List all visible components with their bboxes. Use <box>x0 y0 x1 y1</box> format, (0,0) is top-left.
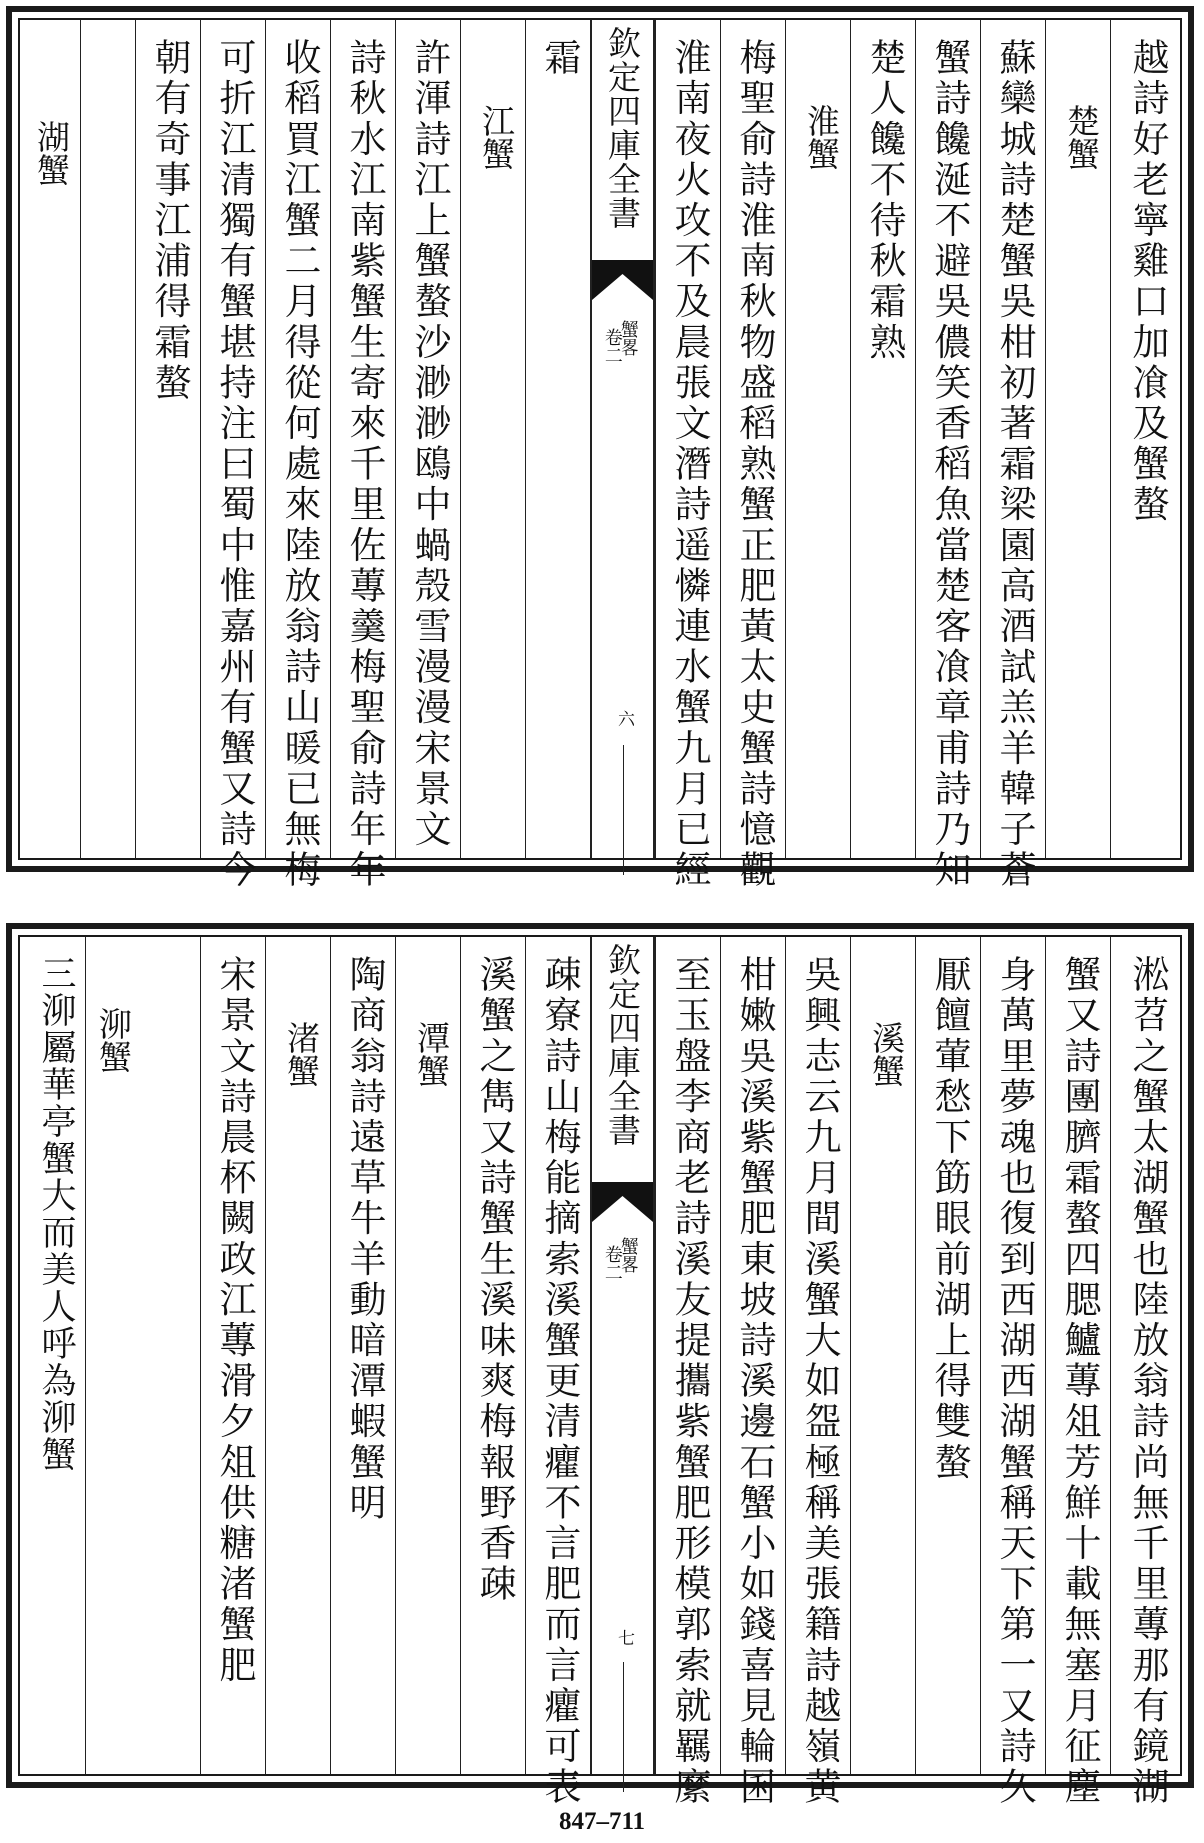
lower-page <box>6 923 1194 1808</box>
text-column <box>720 20 785 891</box>
column-text: 朝有奇事江浦得霜螯 <box>148 38 191 404</box>
gutter-page-number: 六 <box>614 710 634 727</box>
gutter-collection-title: 欽定四庫全書 <box>603 943 642 1147</box>
text-column <box>850 20 915 858</box>
text-column <box>85 937 200 1774</box>
text-column <box>525 20 590 858</box>
column-text: 淮南夜火攻不及晨張文潛詩遥憐連水蟹九月已經 <box>668 38 711 891</box>
column-text: 身萬里夢魂也復到西湖西湖蟹稱天下第一又詩久 <box>993 955 1036 1808</box>
column-text: 收稻買江蟹二月得從何處來陸放翁詩山暖已無梅 <box>278 38 321 891</box>
text-column <box>1110 20 1180 858</box>
column-text: 詩秋水江南紫蟹生寄來千里佐蓴羹梅聖俞詩年年 <box>343 38 386 891</box>
column-text: 蟹詩饞涎不避吳儂笑香稻魚當楚客飡章甫詩乃知 <box>928 38 971 891</box>
column-text: 厭饘葷愁下筯眼前湖上得雙螯 <box>928 955 971 1483</box>
lower-page-frame <box>18 935 1182 1808</box>
text-column <box>655 20 720 891</box>
text-column <box>1045 937 1110 1808</box>
upper-page <box>6 6 1194 891</box>
section-heading: 泖蟹 <box>94 1007 133 1073</box>
text-column <box>80 20 135 858</box>
fishtail-mark-icon <box>592 1182 653 1228</box>
gutter-page-number: 七 <box>614 1629 634 1646</box>
section-heading: 溪蟹 <box>867 1021 906 1087</box>
text-column <box>525 937 590 1808</box>
column-text: 蘇欒城詩楚蟹吳柑初著霜梁園高酒試羔羊韓子蒼 <box>993 38 1036 891</box>
text-column <box>915 20 980 891</box>
text-column <box>460 20 525 858</box>
column-text: 陶商翁詩遠草牛羊動暗潭蝦蟹明 <box>343 955 386 1524</box>
column-text: 至玉盤李商老詩溪友提攜紫蟹肥形模郭索就羈縻 <box>668 955 711 1808</box>
text-column <box>1110 937 1180 1808</box>
text-column <box>265 20 330 891</box>
column-text: 溪蟹之雋又詩蟹生溪味爽梅報野香疎 <box>473 955 516 1605</box>
column-text: 三泖屬華亭蟹大而美人呼為泖蟹 <box>36 955 76 1473</box>
column-text: 霜 <box>538 38 581 79</box>
text-column <box>330 937 395 1774</box>
center-gutter <box>590 937 655 1774</box>
text-column <box>980 937 1045 1808</box>
text-column <box>1045 20 1110 858</box>
text-column <box>460 937 525 1774</box>
text-column <box>20 20 80 858</box>
text-column <box>785 937 850 1808</box>
page-code: 847–711 <box>558 1808 646 1835</box>
column-text: 淞苕之蟹太湖蟹也陸放翁詩尚無千里蓴那有鏡湖 <box>1126 955 1169 1808</box>
text-column <box>135 20 200 858</box>
text-column <box>785 20 850 858</box>
gutter-rule <box>623 1662 624 1792</box>
text-column <box>200 937 265 1774</box>
gutter-volume: 卷二 <box>601 328 623 364</box>
text-column <box>395 20 460 858</box>
text-column <box>200 20 265 891</box>
text-column <box>915 937 980 1774</box>
gutter-collection-title: 欽定四庫全書 <box>603 26 642 230</box>
section-heading: 湖蟹 <box>32 120 71 186</box>
center-gutter <box>590 20 655 858</box>
column-text: 許渾詩江上蟹螯沙渺渺鴎中蝸殼雪漫漫宋景文 <box>408 38 451 850</box>
column-text: 疎寮詩山梅能摘索溪蟹更清癯不言肥而言癯可表 <box>538 955 581 1808</box>
gutter-rule <box>623 745 624 875</box>
text-column <box>850 937 915 1774</box>
text-column <box>980 20 1045 891</box>
gutter-volume: 卷二 <box>601 1245 623 1281</box>
gutter-book-title: 蟹畧 <box>617 1237 639 1273</box>
section-heading: 潭蟹 <box>412 1021 451 1087</box>
section-heading: 江蟹 <box>477 104 516 170</box>
column-text: 吳興志云九月間溪蟹大如盌極稱美張籍詩越嶺黄 <box>798 955 841 1808</box>
column-text: 楚人饞不待秋霜熟 <box>863 38 906 363</box>
column-text: 越詩好老寧雞口加飡及蟹螯 <box>1126 38 1169 526</box>
section-heading: 渚蟹 <box>282 1021 321 1087</box>
text-column <box>395 937 460 1774</box>
gutter-book-title: 蟹畧 <box>617 320 639 356</box>
column-text: 蟹又詩團臍霜螯四腮鱸蓴俎芳鮮十載無塞月征塵 <box>1058 955 1101 1808</box>
text-column <box>265 937 330 1774</box>
column-text: 柑嫩吳溪紫蟹肥東坡詩溪邊石蟹小如錢喜見輪囷 <box>733 955 776 1808</box>
section-heading: 淮蟹 <box>802 104 841 170</box>
text-column <box>655 937 720 1808</box>
section-heading: 楚蟹 <box>1062 104 1101 170</box>
column-text: 宋景文詩晨杯闕政江蓴滑夕俎供糖渚蟹肥 <box>213 955 256 1686</box>
fishtail-mark-icon <box>592 260 653 306</box>
text-column <box>720 937 785 1808</box>
text-column <box>330 20 395 891</box>
column-text: 梅聖俞詩淮南秋物盛稻熟蟹正肥黃太史蟹詩憶觀 <box>733 38 776 891</box>
column-text: 可折江清獨有蟹堪持注曰蜀中惟嘉州有蟹又詩今 <box>213 38 256 891</box>
text-column <box>20 937 85 1774</box>
upper-page-frame <box>18 18 1182 891</box>
